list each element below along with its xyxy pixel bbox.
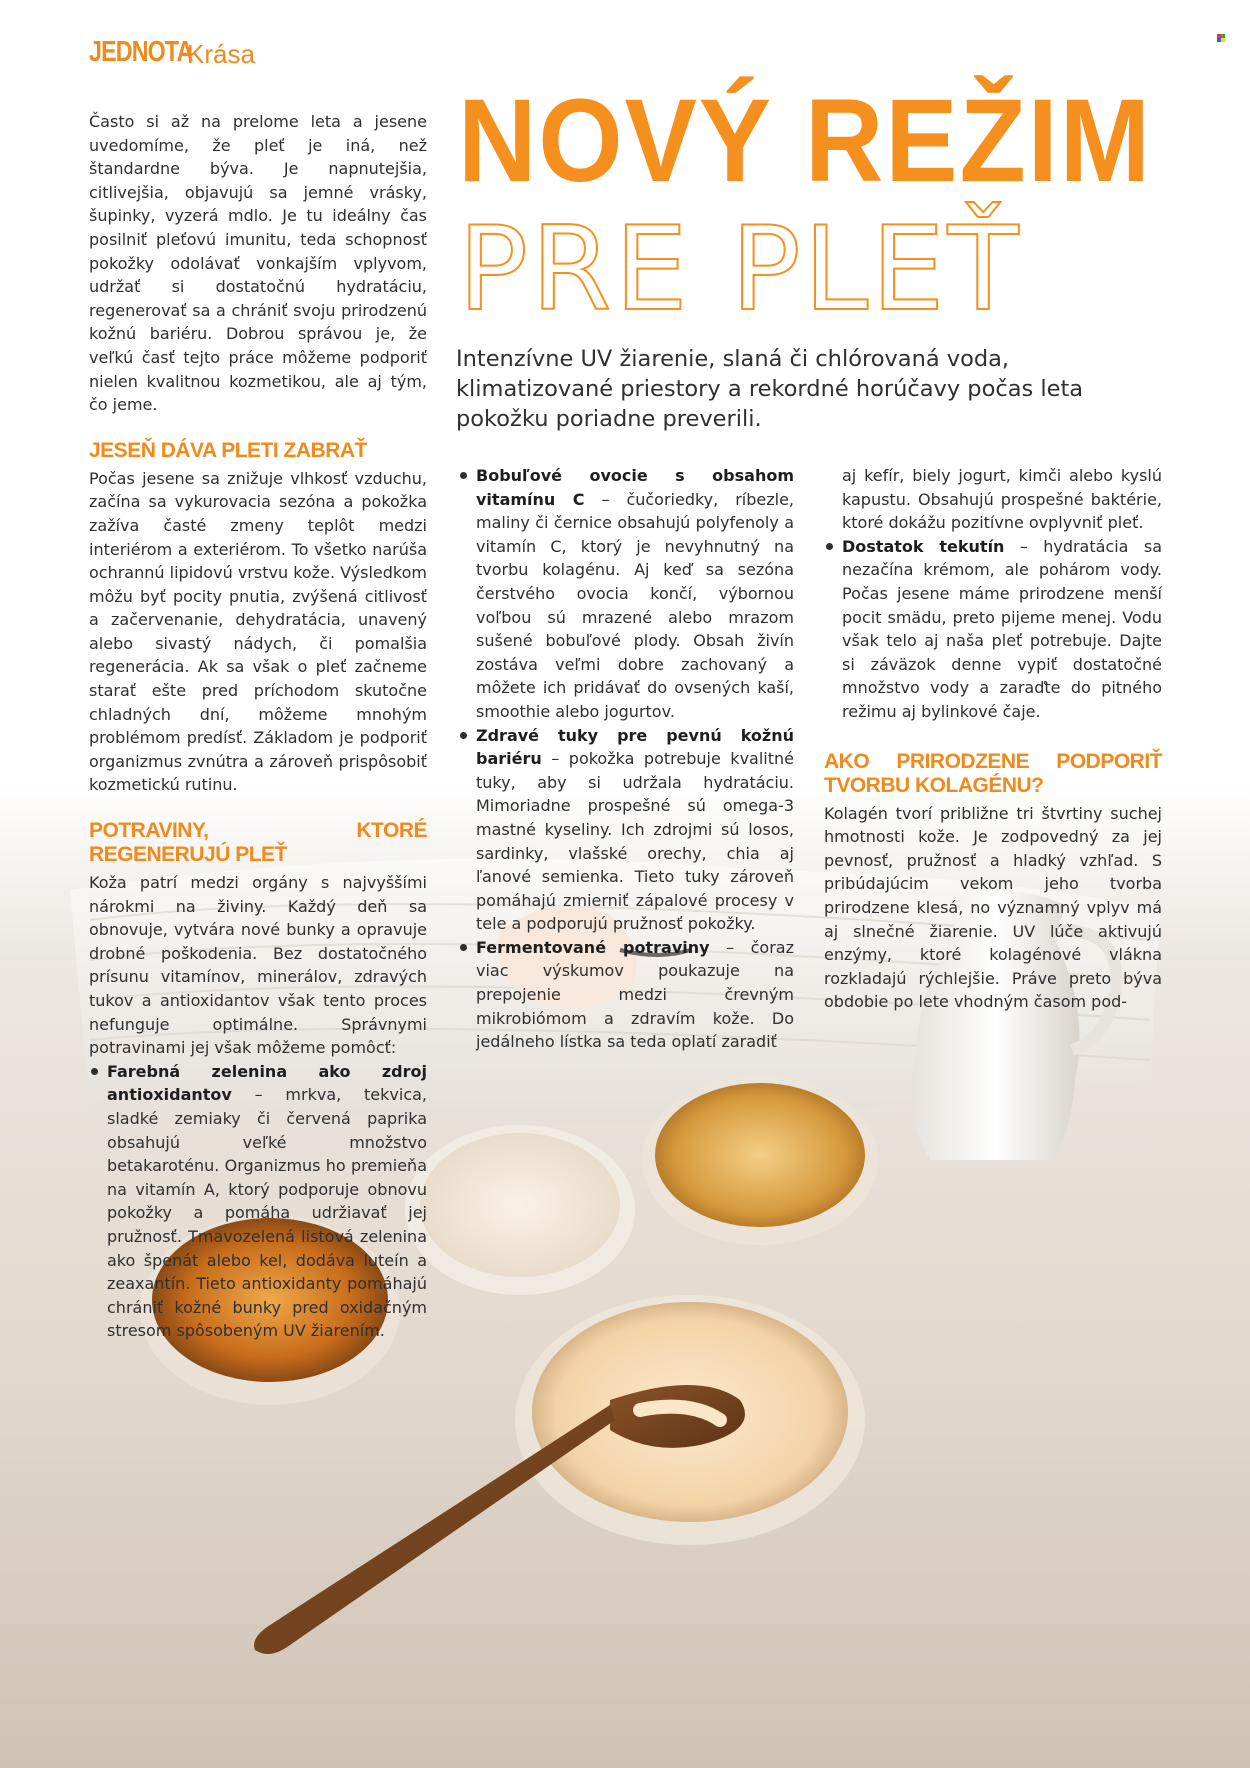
food-list-3 bbox=[824, 535, 1162, 724]
magazine-header bbox=[89, 36, 255, 69]
intro-paragraph: Často si až na prelome leta a jesene uvedomíme, že pleť je iná, než štandardne býva. Je napnutejšia, citlivejšia, objavujú sa jemné vrásky, šupinky, vyzerá mdlo. Je tu ideálny čas posilniť pleťovú imunitu, teda schopnosť pokožky odolávať vonkajším vplyvom, udržať si dostatočnú hydratáciu, regenerovať sa a chrániť svoju prirodzenú kožnú bariéru. Dobrou správou je, že veľkú časť tejto práce môžeme podporiť nielen kvalitnou kozmetikou, ale aj tým, čo jeme. bbox=[89, 112, 427, 415]
list-item-title: Bobuľové ovocie s obsahom vitamínu C bbox=[476, 466, 794, 509]
subheading-collagen: AKO PRIRODZENE PODPORIŤ TVORBU KOLAGÉNU? bbox=[824, 749, 1162, 797]
list-item bbox=[458, 724, 794, 936]
list-item-text: – čučoriedky, ríbezle, maliny či černice obsahujú polyfenoly a vitamín C, ktorý je nevyhnutný na tvorbu kolagénu. Aj keď sa sezóna čerstvého ovocia končí, výbornou voľbou sú mrazené alebo mrazom sušené bobuľové plody. Obsah živín zostáva veľmi dobre zachovaný a môžete ich pridávať do ovsených kaší, smoothie alebo jogurtov. bbox=[476, 489, 794, 721]
section-label: Krása bbox=[187, 39, 255, 69]
article-title-line1: NOVÝ REŽIM bbox=[458, 75, 1152, 207]
brand-logo: JEDNOTA bbox=[89, 36, 193, 68]
article-title-line2 bbox=[458, 202, 1022, 337]
list-item-title: Zdravé tuky pre pevnú kožnú bariéru bbox=[476, 725, 794, 769]
column-2 bbox=[458, 464, 794, 1054]
list-item-text: – pokožka potrebuje kvalitné tuky, aby si udržala hydratáciu. Mimoriadne prospešné sú omega-3 mastné kyseliny. Ich zdrojmi sú losos, sardinky, vlašské orechy, chia aj ľanové semienka. Tieto tuky zároveň pomáhajú zmierniť zápalové procesy v tele a podporujú pružnosť pokožky. bbox=[476, 749, 794, 934]
autumn-paragraph: Počas jesene sa znižuje vlhkosť vzduchu, začína sa vykurovacia sezóna a pokožka zažíva časté zmeny teplôt medzi interiérom a exteriérom. To všetko narúša ochrannú lipidovú vrstvu kože. Výsledkom môžu byť pocity pnutia, zvýšená citlivosť a začervenanie, dehydratácia, unavený alebo sivastý nádych, či pomalšia regenerácia. Ak sa však o pleť začneme starať ešte pred príchodom skutočne chladných dní, môžeme mnohým problémom predísť. Základom je podporiť organizmus zvnútra a zároveň prispôsobiť kozmetickú rutinu. bbox=[89, 468, 427, 795]
continued-text: aj kefír, biely jogurt, kimči alebo kyslú kapustu. Obsahujú prospešné baktérie, ktoré dokážu pozitívne ovplyvniť pleť. bbox=[842, 466, 1162, 533]
list-item-title: Dostatok tekutín bbox=[842, 536, 1005, 556]
subheading-autumn: JESEŇ DÁVA PLETI ZABRAŤ bbox=[89, 438, 367, 462]
list-item-text: – čoraz viac výskumov poukazuje na prepojenie medzi črevným mikrobiómom a zdravím kože. Do jedálneho lístka sa teda oplatí zaradiť bbox=[476, 937, 794, 1052]
list-item bbox=[89, 1060, 427, 1343]
color-mark-icon bbox=[1217, 34, 1225, 42]
subheading-foods: POTRAVINY, KTORÉ REGENERUJÚ PLEŤ bbox=[89, 819, 427, 867]
list-item-text: – hydratácia sa nezačína krémom, ale pohárom vody. Počas jesene máme prirodzene menší pocit smädu, preto pijeme menej. Vodu však telo aj naša pleť potrebuje. Dajte si záväzok denne vypiť dostatočné množstvo vody a zaraďte do pitného režimu aj bylinkové čaje. bbox=[842, 536, 1163, 721]
list-item bbox=[824, 535, 1162, 724]
foods-paragraph: Koža patrí medzi orgány s najvyššími nárokmi na živiny. Každý deň sa obnovuje, vytvára nové bunky a opravuje drobné poškodenia. Bez dostatočného prísunu vitamínov, minerálov, zdravých tukov a antioxidantov však tento proces nefunguje optimálne. Správnymi potravinami jej však môžeme pomôcť: bbox=[89, 873, 427, 1058]
article-lead: Intenzívne UV žiarenie, slaná či chlórovaná voda, klimatizované priestory a rekordné horúčavy počas leta pokožku poriadne preverili. bbox=[456, 346, 1084, 432]
list-item-text: – mrkva, tekvica, sladké zemiaky či červená paprika obsahujú veľké množstvo betakaroténu. Organizmus ho premieňa na vitamín A, ktorý podporuje obnovu pokožky a pomáha udržiavať jej pružnosť. Tmavozelená listová zelenina ako špenát alebo kel, dodáva luteín a zeaxantín. Tieto antioxidanty pomáhajú chrániť kožné bunky pred oxidačným stresom spôsobeným UV žiarením. bbox=[107, 1085, 427, 1341]
column-3 bbox=[824, 464, 1162, 1014]
title-outline-text: PRE PLEŤ bbox=[458, 202, 1022, 337]
list-item-title: Fermentované potraviny bbox=[476, 937, 710, 957]
list-item-title: Farebná zelenina ako zdroj antioxidantov bbox=[107, 1061, 427, 1105]
collagen-paragraph: Kolagén tvorí približne tri štvrtiny suchej hmotnosti kože. Je zodpovedný za jej pevnosť, pružnosť a hladký vzhľad. S pribúdajúcim vekom jeho tvorba prirodzene klesá, no významný vplyv má aj slnečné žiarenie. UV lúče aktivujú enzýmy, ktoré kolagénové vlákna rozkladajú rýchlejšie. Práve preto býva obdobie po lete vhodným časom pod- bbox=[824, 803, 1162, 1012]
list-item bbox=[458, 936, 794, 1054]
column-1 bbox=[89, 110, 427, 1343]
list-item bbox=[458, 464, 794, 724]
food-list-2 bbox=[458, 464, 794, 1054]
food-list bbox=[89, 1060, 427, 1343]
